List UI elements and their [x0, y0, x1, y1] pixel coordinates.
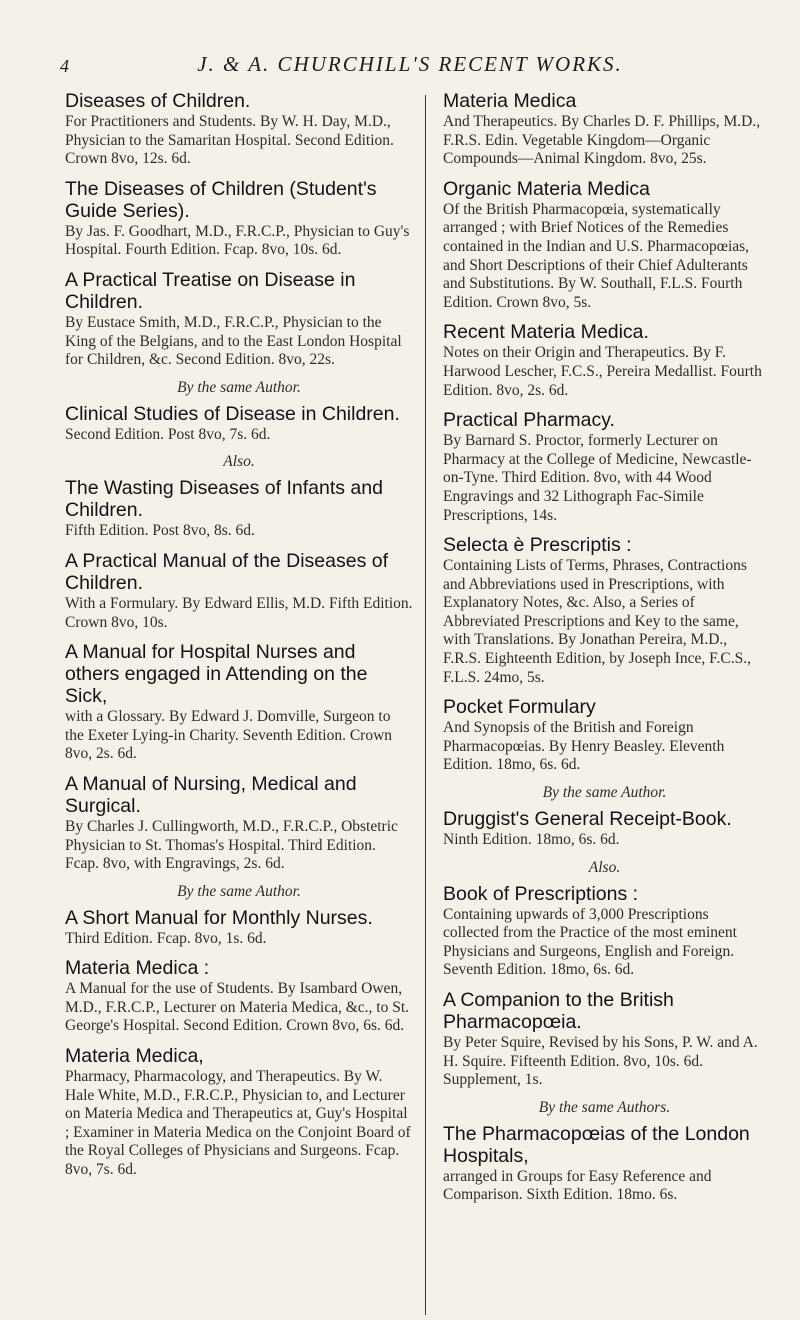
book-entry	[443, 178, 766, 313]
book-title: A Practical Manual of the Diseases of Children.	[65, 549, 388, 594]
column-divider	[425, 95, 426, 1315]
same-author-separator: By the same Author.	[177, 378, 301, 396]
book-title: Book of Prescriptions :	[443, 882, 639, 905]
book-description: Third Edition. Fcap. 8vo, 1s. 6d.	[65, 929, 267, 947]
book-description: Of the British Pharmacopœia, systematically arranged ; with Brief Notices of the Remedies contained in the Indian and U.S. Pharmacopœias, and Short Descriptions of their Chief Adulterants and Substitutions. By W. Southall, F.L.S. Fourth Edition. Crown 8vo, 5s.	[443, 200, 750, 311]
book-title: Recent Materia Medica.	[443, 321, 649, 344]
book-entry	[65, 907, 413, 949]
book-description: Pharmacy, Pharmacology, and Therapeutics. By W. Hale White, M.D., F.R.C.P., Physician to, and Lecturer on Materia Medica and Therapeutics at, Guy's Hospital ; Examiner in Materia Medica on the Conjoint Board of the Royal Colleges of Physicians and Surgeons. Fcap. 8vo, 7s. 6d.	[65, 1068, 411, 1179]
book-title: The Diseases of Children (Student's Guide Series).	[65, 177, 377, 222]
page-number: 4	[60, 56, 69, 76]
book-entry	[443, 808, 766, 850]
running-head: J. & A. CHURCHILL'S RECENT WORKS.	[197, 52, 623, 76]
book-title: Materia Medica :	[65, 957, 210, 980]
also-separator: Also.	[223, 453, 255, 471]
book-entry	[65, 178, 413, 260]
also-separator: Also.	[588, 858, 621, 876]
book-description: A Manual for the use of Students. By Isambard Owen, M.D., F.R.C.P., Lecturer on Materia Medica, &c., to St. George's Hospital. Second Edition. Crown 8vo, 6s. 6d.	[65, 980, 410, 1035]
book-description: Containing upwards of 3,000 Prescriptions collected from the Practice of the most eminent Physicians and Surgeons, English and Foreign. Seventh Edition. 18mo, 6s. 6d.	[443, 905, 737, 979]
left-column	[65, 90, 413, 1189]
book-entry	[443, 883, 766, 980]
book-description: By Charles J. Cullingworth, M.D., F.R.C.P., Obstetric Physician to St. Thomas's Hospital. Third Edition. Fcap. 8vo, with Engravings, 2s. 6d.	[65, 817, 398, 873]
book-entry	[443, 90, 766, 169]
book-description: Second Edition. Post 8vo, 7s. 6d.	[65, 425, 271, 443]
same-author-separator: By the same Authors.	[538, 1098, 671, 1116]
book-title: Organic Materia Medica	[443, 177, 650, 200]
book-entry	[443, 409, 766, 525]
book-description: Containing Lists of Terms, Phrases, Contractions and Abbreviations used in Prescriptions, with Explanatory Notes, &c. Also, a Series of Abbreviated Prescriptions and Key to the same, with Translations. By Jonathan Pereira, M.D., F.R.S. Eighteenth Edition, by Joseph Ince, F.C.S., F.L.S. 24mo, 5s.	[443, 557, 751, 686]
book-title: The Wasting Diseases of Infants and Children.	[65, 477, 383, 522]
book-title: A Companion to the British Pharmacopœia.	[443, 989, 674, 1033]
book-entry	[65, 641, 413, 764]
book-entry	[65, 773, 413, 874]
book-title: A Manual of Nursing, Medical and Surgical.	[65, 772, 357, 817]
book-description: And Synopsis of the British and Foreign Pharmacopœias. By Henry Beasley. Eleventh Edition. 18mo, 6s. 6d.	[443, 719, 725, 774]
book-entry	[65, 477, 413, 541]
same-author-separator: By the same Author.	[177, 882, 301, 900]
book-title: Pocket Formulary	[443, 696, 596, 719]
book-entry	[65, 550, 413, 632]
book-entry	[65, 1045, 413, 1180]
book-title: Clinical Studies of Disease in Children.	[65, 402, 400, 425]
book-entry	[65, 90, 413, 169]
book-title: Materia Medica,	[65, 1045, 204, 1068]
book-description: arranged in Groups for Easy Reference and Comparison. Sixth Edition. 18mo. 6s.	[443, 1167, 712, 1204]
book-entry	[443, 534, 766, 687]
book-entry	[443, 696, 766, 775]
book-description: And Therapeutics. By Charles D. F. Phillips, M.D., F.R.S. Edin. Vegetable Kingdom—Organic Compounds—Animal Kingdom. 8vo, 25s.	[443, 113, 761, 168]
same-author-separator: By the same Author.	[542, 784, 667, 802]
book-title: Druggist's General Receipt-Book.	[443, 808, 732, 831]
book-entry	[443, 321, 766, 400]
book-description: For Practitioners and Students. By W. H. Day, M.D., Physician to the Samaritan Hospital. Second Edition. Crown 8vo, 12s. 6d.	[65, 113, 394, 168]
page-header	[60, 50, 760, 80]
book-title: Practical Pharmacy.	[443, 409, 615, 432]
book-title: Materia Medica	[443, 90, 577, 112]
book-description: By Eustace Smith, M.D., F.R.C.P., Physician to the King of the Belgians, and to the East London Hospital for Children, &c. Second Edition. 8vo, 22s.	[65, 313, 402, 369]
book-entry	[443, 1123, 766, 1205]
book-entry	[65, 957, 413, 1036]
book-title: A Manual for Hospital Nurses and others engaged in Attending on the Sick,	[65, 641, 368, 708]
book-entry	[443, 989, 766, 1090]
book-description: By Jas. F. Goodhart, M.D., F.R.C.P., Physician to Guy's Hospital. Fourth Edition. Fcap. 8vo, 10s. 6d.	[65, 222, 410, 259]
book-title: A Practical Treatise on Disease in Children.	[65, 268, 356, 313]
book-description: Ninth Edition. 18mo, 6s. 6d.	[443, 831, 620, 849]
book-title: A Short Manual for Monthly Nurses.	[65, 906, 373, 929]
book-description: Fifth Edition. Post 8vo, 8s. 6d.	[65, 522, 255, 540]
book-description: with a Glossary. By Edward J. Domville, Surgeon to the Exeter Lying-in Charity. Seventh Edition. Crown 8vo, 2s. 6d.	[65, 708, 393, 763]
book-entry	[65, 403, 413, 445]
book-description: Notes on their Origin and Therapeutics. By F. Harwood Lescher, F.C.S., Pereira Medallist. Fourth Edition. 8vo, 2s. 6d.	[443, 344, 762, 399]
book-description: By Peter Squire, Revised by his Sons, P. W. and A. H. Squire. Fifteenth Edition. 8vo, 10s. 6d. Supplement, 1s.	[443, 1034, 758, 1089]
right-column	[443, 90, 766, 1214]
book-title: Diseases of Children.	[65, 90, 251, 112]
book-title: The Pharmacopœias of the London Hospitals,	[443, 1122, 750, 1167]
book-entry	[65, 269, 413, 370]
book-description: By Barnard S. Proctor, formerly Lecturer on Pharmacy at the College of Medicine, Newcastle-on-Tyne. Third Edition. 8vo, with 44 Wood Engravings and 32 Lithograph Fac-Simile Prescriptions, 14s.	[443, 432, 752, 524]
book-title: Selecta è Prescriptis :	[443, 534, 632, 557]
book-description: With a Formulary. By Edward Ellis, M.D. Fifth Edition. Crown 8vo, 10s.	[65, 594, 413, 631]
